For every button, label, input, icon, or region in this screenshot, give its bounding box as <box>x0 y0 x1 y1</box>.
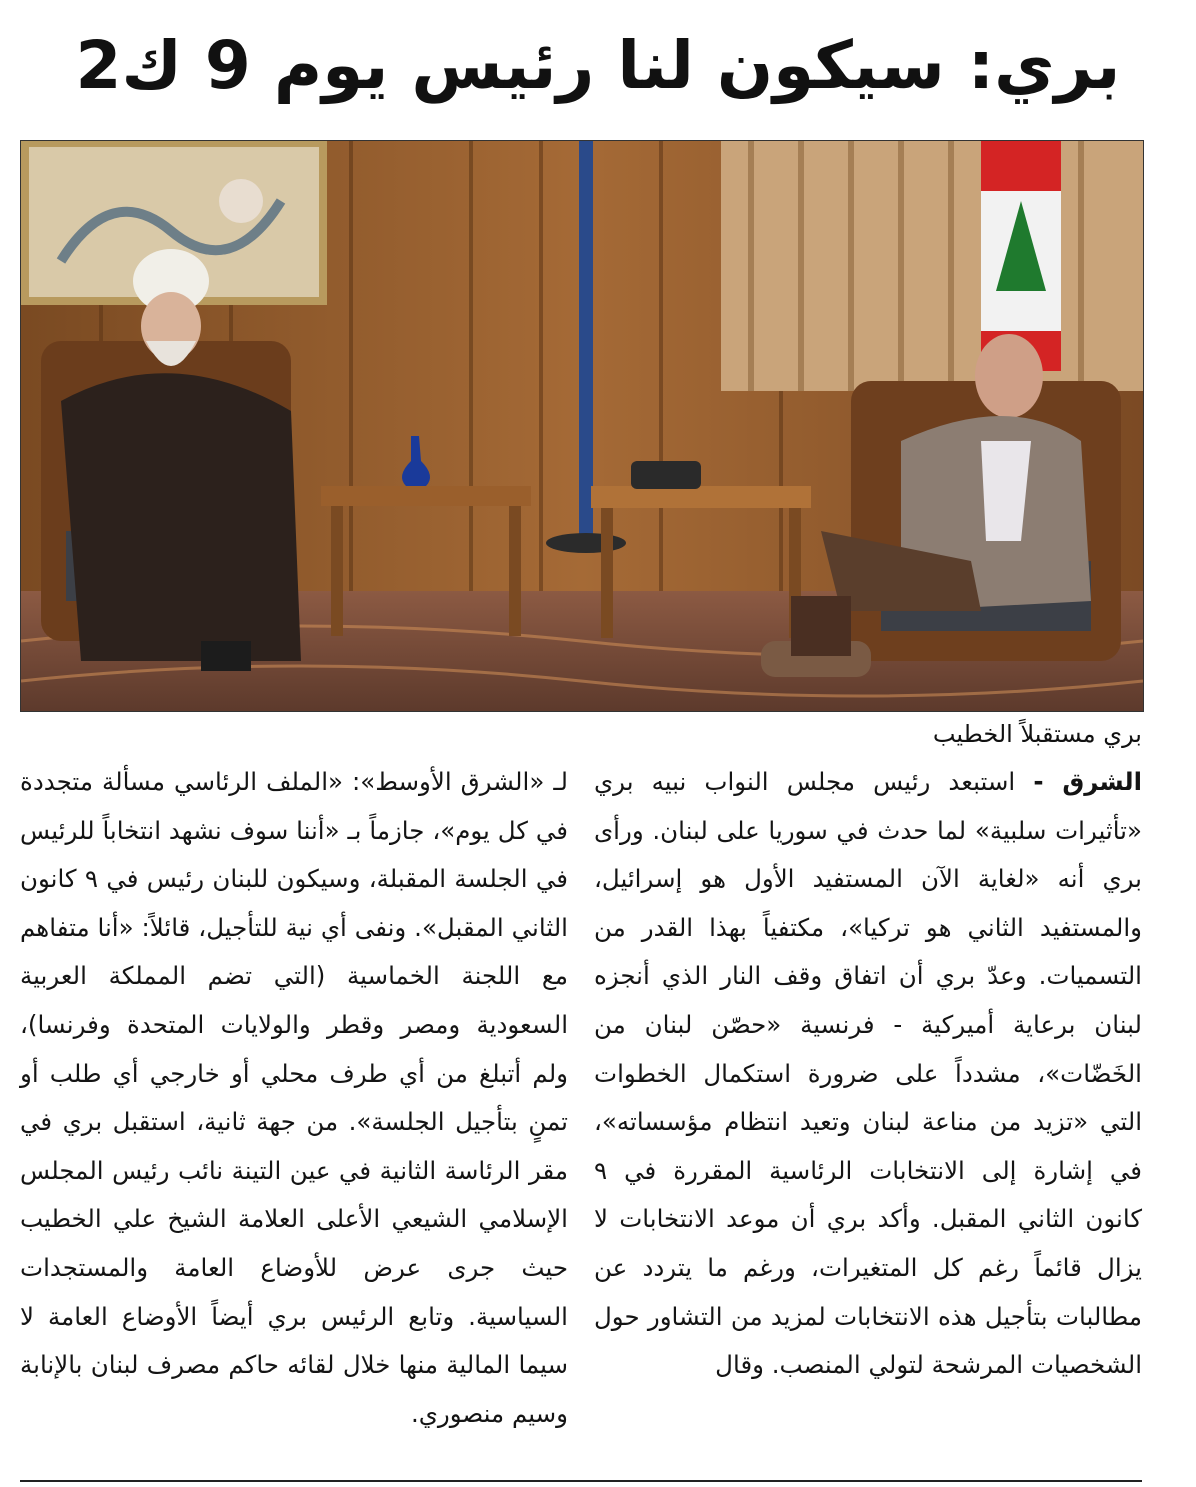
bottom-divider <box>20 1480 1142 1482</box>
article-column-left <box>20 758 568 1438</box>
body-text-left: لـ «الشرق الأوسط»: «الملف الرئاسي مسألة متجددة في كل يوم»، جازماً بـ «أننا سوف نشهد انتخاباً للرئيس في الجلسة المقبلة، وسيكون للبنان رئيس في ٩ كانون الثاني المقبل». ونفى أي نية للتأجيل، قائلاً: «أنا متفاهم مع اللجنة الخماسية (التي تضم المملكة العربية السعودية ومصر وقطر والولايات المتحدة وفرنسا)، ولم أتبلغ من أي طرف محلي أو خارجي أي طلب أو تمنٍ بتأجيل الجلسة». من جهة ثانية، استقبل بري في مقر الرئاسة الثانية في عين التينة نائب رئيس المجلس الإسلامي الشيعي الأعلى العلامة الشيخ علي الخطيب حيث جرى عرض للأوضاع العامة والمستجدات السياسية. وتابع الرئيس بري أيضاً الأوضاع العامة لا سيما المالية منها خلال لقائه حاكم مصرف لبنان بالإنابة وسيم منصوري. <box>20 767 569 1428</box>
news-photo <box>20 140 1144 712</box>
photo-caption: بري مستقبلاً الخطيب <box>932 720 1142 748</box>
headline: بري: سيكون لنا رئيس يوم 9 ك2 <box>75 27 1121 104</box>
news-photo-icon <box>21 141 1143 711</box>
dateline: الشرق - <box>1033 767 1142 796</box>
article-column-right <box>594 758 1142 1390</box>
article-paragraph-right <box>594 758 1142 1390</box>
body-text-right: استبعد رئيس مجلس النواب نبيه بري «تأثيرات سلبية» لما حدث في سوريا على لبنان. ورأى بري أنه «لغاية الآن المستفيد الأول هو إسرائيل، والمستفيد الثاني هو تركيا»، مكتفياً بهذا القدر من التسميات. وعدّ بري أن اتفاق وقف النار الذي أنجزه لبنان برعاية أميركية - فرنسية «حصّن لبنان من الخَضّات»، مشدداً على ضرورة استكمال الخطوات التي «تزيد من مناعة لبنان وتعيد انتظام مؤسساته»، في إشارة إلى الانتخابات الرئاسية المقررة في ٩ كانون الثاني المقبل. وأكد بري أن موعد الانتخابات لا يزال قائماً رغم كل المتغيرات، ورغم ما يتردد عن مطالبات بتأجيل هذه الانتخابات لمزيد من التشاور حول الشخصيات المرشحة لتولي المنصب. وقال <box>594 767 1142 1380</box>
